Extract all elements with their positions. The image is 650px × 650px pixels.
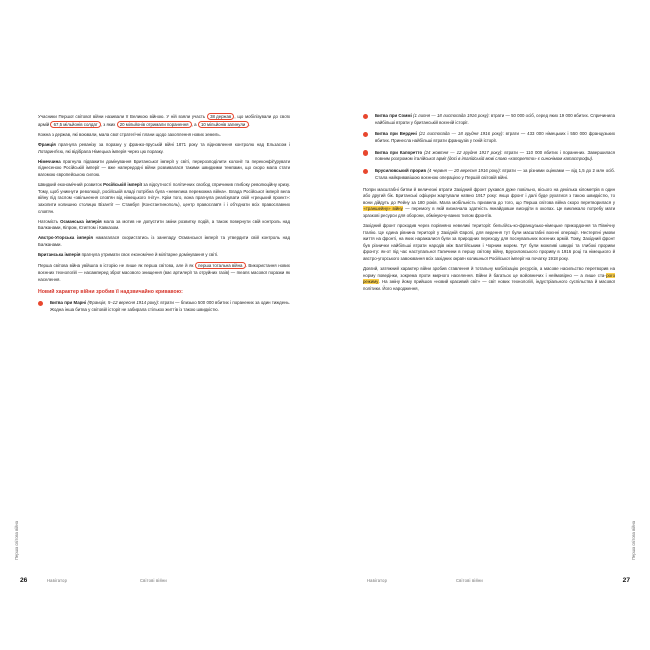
- subheading: Новий характер війни зробив її надзвичайно кривавою:: [38, 289, 183, 296]
- paragraph: Австро-Угорська імперія намагалася скористатись із занепаду Османської імперії та утвердити свій контроль над Балканами.: [38, 235, 291, 248]
- list-item: [363, 113, 615, 126]
- paragraph: Західний фронт проходив через порівняно невеликі території: бельгійсь-ко-французько-німецьке прикордоння та Північну Італію. Це єдина рівнина території у Західній Європі, для ведення тут були масштабні воєнні операції. Нестерпні умови життя на фронті, на яких наражалися були за природних переходу для поснувальних воєнних армій. Тому, Західний фронт був різнички найбільші втрати народів між Балтійським і Чорним морем. Тут були можливі швидкі та глибокі прориви фронту: як-от під час наступальної Галичини в першу світову війну, Брусиловського прориву в 1916 році та німецького й австро-угорського завоювання всіх західних окраїн колишньої Російської імперії на початку 1918 року.: [363, 223, 615, 262]
- running-head-topic: Світові війни: [456, 578, 483, 583]
- paragraph: Німеччина прагнула підважити домінування Британської імперії у світі, перерозподілити колонії та переконфіґурувати піднесеною Російській імперії — вже напередодні війни розвивалася такими швидкими темпами, що скоро мала стати вагомою європейською силою.: [38, 158, 290, 177]
- paragraph: Натомість Османська імперія мала за мотив не допустити зміни розвитку подій, а також повернути свій контроль над Балканами, Кіпром, Єгиптом і Кавказом.: [38, 218, 290, 231]
- chapter-side-label: Перша світова війна: [14, 521, 19, 560]
- page-number: 27: [622, 577, 630, 584]
- right-page-text-column: [363, 113, 615, 296]
- list-item-text: Брусиловський прорив (4 червня — 20 вересня 1916 року): втрати — за різними оцінками — від 1,5 до 2 млн осіб. Стала найкривавішою воєнною операцією у Першій світовій війні.: [375, 168, 615, 180]
- page-number: 26: [20, 577, 28, 584]
- paragraph: Франція прагнула реванізу за поразку у франко-пруській війні 1871 року та відновлення контролю над Ельзасом і Лотаринґією, які відібрала Німецька імперія через цю поразку.: [38, 141, 290, 154]
- right-page: [325, 0, 650, 650]
- list-item: [363, 168, 615, 181]
- list-item-text: Битва при Соммі (1 липня — 18 листопада 1916 року): втрати — 50 000 осіб, серед яких 19 000 вбитих. Спричинила найбільші втрати у британській воєнній історії.: [375, 113, 615, 125]
- bullet-dot-icon: [363, 132, 368, 137]
- paragraph: Перша світова війна увійшла в історію не лише як перша світова, але й як перша тотальна війна . Використання нових воєнних технологій — насамперед зброї масового знищення (ває артилерії та отруйних газів) — means масової поразки як населення.: [38, 263, 290, 282]
- bullet-dot-icon: [363, 169, 368, 174]
- chapter-side-label: Перша світова війна: [631, 521, 636, 560]
- paragraph: Попри масштабні битви й величезні втрати Західний фронт рухався дуже повільно, вісього на декілька кілометрів в один або другий бік. Британські офіцери жартували наївно 1917 року: якщо фронт і далі буде рухатися з такою швидкістю, то вони дійдуть до Рейну за 180 років. Мала мобільність призвела до того, що Перша світова війна скоро перетворилася у «траншейну» війну — перемогу в якій визначала здатність якнайдовше висидіти в окопах. Це викликало потребу мати зразкові ресурси для оборони, обмінуючу-ваних тилом фронтів.: [363, 186, 615, 218]
- bullet-dot-icon: [363, 114, 368, 119]
- bullet-dot-icon: [363, 150, 368, 155]
- paragraph: Довгий, затяжний характер війни зробив ставлення й тотальну мобілізацію ресурсів, а масове насильство перетворив на норму поведінки, зокрема проти мирного населення. Війни й багатьох це войовничих і неймовірно — а лише ста-рого режиму. На зміну йому прийшов «новий красивий світ» — світ нових технологій, індустріального суспільства й масової політики. Його народження,: [363, 266, 615, 291]
- paragraph: Британська імперія прагнула утримати своє економічне й мілітарне домінування у світі.: [38, 252, 219, 258]
- running-head-topic: Світові війни: [140, 578, 167, 583]
- list-item: [363, 131, 615, 144]
- list-item: [38, 300, 290, 313]
- running-head-section: Навігатор: [47, 578, 68, 583]
- paragraph: Кожна з держав, які воювали, мала свої стратегічні плани щодо захоплення нових земель.: [38, 131, 221, 137]
- paragraph: Учасники Першої світової війни називали її Великою війною. У ній взяли участь 38 держав , що мобілізували до своїх армій 67,5 мільйонів солдат , з яких 20 мільйонів отримали поранення , а 10 мільйонів загинули .: [38, 114, 290, 127]
- left-page-text-column: [38, 113, 290, 319]
- running-head-section: Навігатор: [367, 578, 388, 583]
- list-item-text: Битва при Капоретто (24 жовтня — 12 грудня 1917 року): втрати — 110 000 вбитих і поранених. Завершилася повним розгромом італійської армії (досі в італійській мові слово «капоретто» є синонімом катастрофи).: [375, 149, 615, 162]
- bullet-dot-icon: [38, 301, 43, 306]
- list-item-text: Битва при Вердені (21 листопада — 18 грудня 1916 року): втрати — 433 000 німецьких і 550 000 французьких вбитих. Принесла найбільші втрати французів у їхній історії.: [375, 131, 616, 143]
- list-item: [363, 150, 615, 163]
- paragraph: Швидкий економічний розвиток Російській імперії за відсутності політичних свобод спричинив глибоку революційну кризу. Тому, щоб уникнути революції, російській владі потрібна була «невелика переможна війна». Влада Російської імперії вела війну під гаслом «звільнення слов'ян від німецького гніту». Крім того, вона прагнула реалізувати свій «грецький проект»: захопити колишню столицю Візантії — Стамбул (Константинополь), центр православ'я і і об'єднати всіх православних слов'ян.: [38, 182, 290, 214]
- list-item-text: Битва при Марні (Франція, 5–12 вересня 1914 року): втрати — близько 500 000 вбитих і поранених за один тиждень. Жодна інша битва у світовій історії не забирала стількох життів із такою швидкістю.: [50, 300, 290, 312]
